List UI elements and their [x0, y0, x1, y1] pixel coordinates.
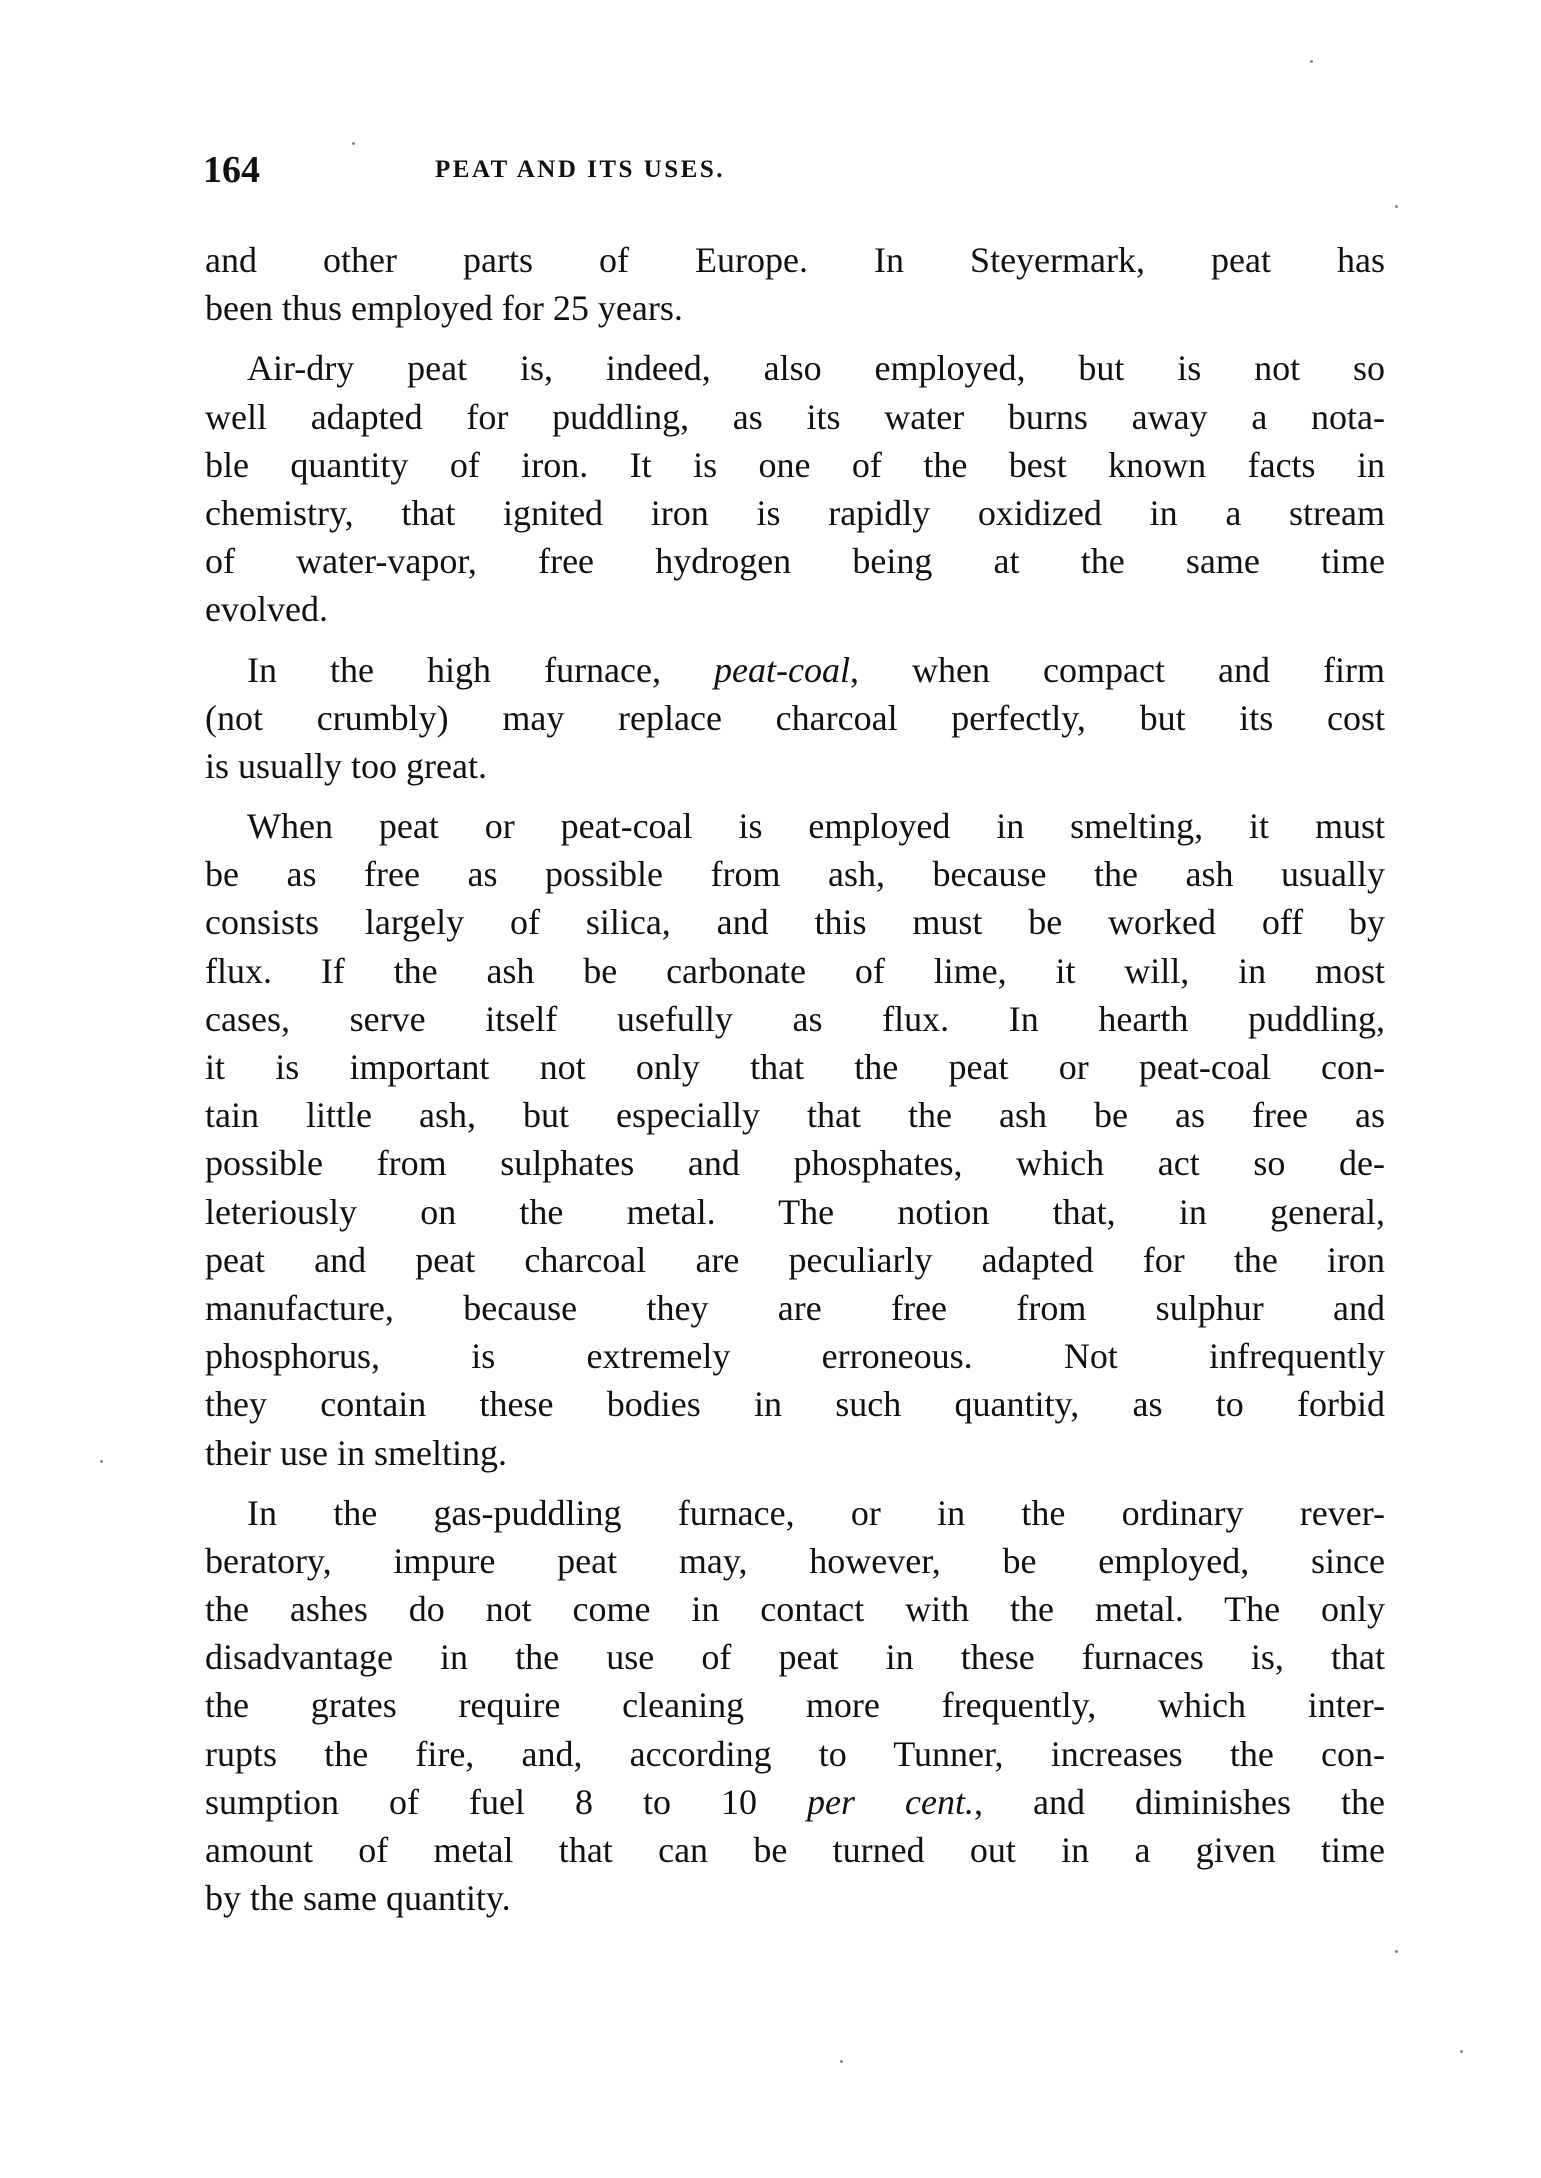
text-line: flux. If the ash be carbonate of lime, it will, in most	[205, 950, 1385, 991]
text-line: tain little ash, but especially that the ash be as free as	[205, 1095, 1385, 1136]
scan-speck	[1395, 1950, 1398, 1953]
page-number: 164	[203, 149, 260, 191]
paragraph-high-furnace	[205, 646, 1385, 791]
running-title: PEAT AND ITS USES.	[435, 156, 725, 183]
text-line: leteriously on the metal. The notion that, in general,	[205, 1191, 1385, 1232]
text-line: rupts the fire, and, according to Tunner, increases the con-	[205, 1733, 1385, 1774]
text-line: they contain these bodies in such quantity, as to forbid	[205, 1384, 1385, 1425]
italic-term: per cent.	[807, 1781, 974, 1822]
text-run: , and diminishes the	[974, 1781, 1385, 1822]
text-line: manufacture, because they are free from sulphur and	[205, 1287, 1385, 1328]
text-line: it is important not only that the peat or peat-coal con-	[205, 1047, 1385, 1087]
text-line: is usually too great.	[205, 745, 487, 786]
text-line: phosphorus, is extremely erroneous. Not infrequently	[205, 1336, 1385, 1377]
text-line: ble quantity of iron. It is one of the best known facts in	[205, 444, 1385, 485]
text-line: In the gas-puddling furnace, or in the ordinary rever-	[247, 1492, 1385, 1533]
text-run: sumption of fuel 8 to 10	[205, 1781, 808, 1822]
text-line: the grates require cleaning more frequently, which inter-	[205, 1685, 1385, 1726]
text-line: peat and peat charcoal are peculiarly adapted for the iron	[205, 1239, 1385, 1280]
text-line: evolved.	[205, 589, 328, 630]
scan-speck	[100, 1460, 103, 1463]
text-line: by the same quantity.	[205, 1878, 511, 1919]
running-head	[203, 148, 1388, 198]
text-line	[205, 646, 1385, 694]
text-line: and other parts of Europe. In Steyermark, peat has	[205, 240, 1385, 280]
text-run: , when compact and firm	[849, 649, 1385, 690]
text-line: been thus employed for 25 years.	[205, 288, 683, 329]
text-line: be as free as possible from ash, because the ash usually	[205, 854, 1385, 895]
italic-term: peat-coal	[714, 649, 850, 690]
text-line: (not crumbly) may replace charcoal perfectly, but its cost	[205, 697, 1385, 738]
paragraph-gas-puddling	[205, 1489, 1385, 1923]
paragraph-air-dry-peat	[205, 344, 1385, 633]
text-line: well adapted for puddling, as its water burns away a nota-	[205, 396, 1385, 437]
text-run: In the high furnace,	[247, 649, 715, 690]
scan-speck	[1460, 2050, 1463, 2053]
text-line: amount of metal that can be turned out in a given time	[205, 1830, 1385, 1870]
text-line: consists largely of silica, and this must be worked off by	[205, 902, 1385, 943]
text-line: cases, serve itself usefully as flux. In hearth puddling,	[205, 998, 1385, 1039]
text-line: When peat or peat-coal is employed in smelting, it must	[247, 806, 1385, 847]
text-line: possible from sulphates and phosphates, which act so de-	[205, 1143, 1385, 1184]
text-line: their use in smelting.	[205, 1432, 507, 1473]
text-line: of water-vapor, free hydrogen being at the same time	[205, 541, 1385, 582]
scan-speck	[840, 2060, 843, 2063]
scan-speck	[352, 142, 355, 145]
text-line: the ashes do not come in contact with the metal. The only	[205, 1589, 1385, 1630]
text-line: Air-dry peat is, indeed, also employed, but is not so	[247, 348, 1385, 389]
text-line	[205, 1778, 1385, 1826]
paragraph-continuation	[205, 236, 1385, 332]
text-line: beratory, impure peat may, however, be employed, since	[205, 1540, 1385, 1581]
scan-speck	[1310, 60, 1313, 63]
text-line: chemistry, that ignited iron is rapidly oxidized in a stream	[205, 492, 1385, 533]
text-line: disadvantage in the use of peat in these furnaces is, that	[205, 1637, 1385, 1678]
paragraph-smelting	[205, 802, 1385, 1477]
scan-speck	[1395, 205, 1398, 208]
body-text	[205, 236, 1385, 1922]
